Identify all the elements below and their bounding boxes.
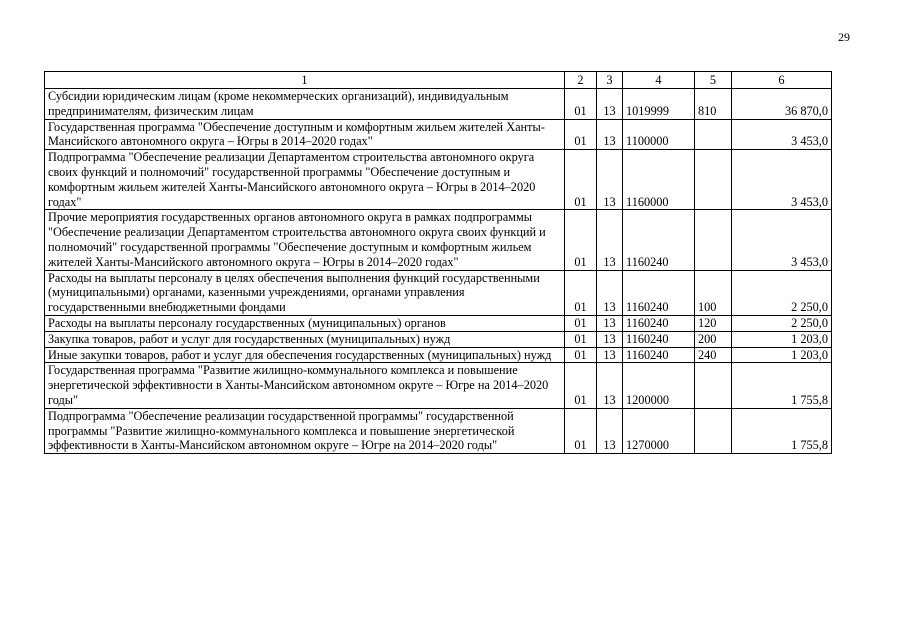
table-row [45, 150, 832, 210]
row-subsection: 13 [597, 210, 623, 270]
row-expense-type: 200 [695, 331, 732, 347]
row-amount: 36 870,0 [732, 89, 832, 120]
row-name: Государственная программа "Обеспечение доступным и комфортным жильем жителей Ханты-Мансийского автономного округа – Югры в 2014–2020 годах" [45, 119, 565, 150]
column-header-subsection: 3 [597, 72, 623, 89]
table-row [45, 331, 832, 347]
row-target-item: 1160240 [623, 347, 695, 363]
row-expense-type [695, 150, 732, 210]
row-subsection: 13 [597, 150, 623, 210]
row-amount: 2 250,0 [732, 270, 832, 315]
row-expense-type [695, 363, 732, 408]
row-target-item: 1160240 [623, 315, 695, 331]
table-row [45, 408, 832, 453]
row-subsection: 13 [597, 408, 623, 453]
column-header-expense-type: 5 [695, 72, 732, 89]
row-section: 01 [565, 363, 597, 408]
row-name: Субсидии юридическим лицам (кроме некоммерческих организаций), индивидуальным предпринимателям, физическим лицам [45, 89, 565, 120]
row-amount: 1 755,8 [732, 408, 832, 453]
row-name: Подпрограмма "Обеспечение реализации государственной программы" государственной программы "Развитие жилищно-коммунального комплекса и повышение энергетической эффективности в Ханты-Мансийском автономном округе – Югре на 2014–2020 годы" [45, 408, 565, 453]
row-section: 01 [565, 347, 597, 363]
budget-table [44, 71, 832, 454]
row-name: Расходы на выплаты персоналу в целях обеспечения выполнения функций государственными (муниципальными) органами, казенными учреждениями, органами управления государственными внебюджетными фондами [45, 270, 565, 315]
row-name: Расходы на выплаты персоналу государственных (муниципальных) органов [45, 315, 565, 331]
column-header-amount: 6 [732, 72, 832, 89]
row-section: 01 [565, 408, 597, 453]
table-row [45, 347, 832, 363]
column-header-section: 2 [565, 72, 597, 89]
row-section: 01 [565, 331, 597, 347]
row-amount: 1 203,0 [732, 331, 832, 347]
row-amount: 3 453,0 [732, 210, 832, 270]
table-row [45, 363, 832, 408]
row-target-item: 1160240 [623, 270, 695, 315]
row-subsection: 13 [597, 331, 623, 347]
row-target-item: 1160000 [623, 150, 695, 210]
row-name: Закупка товаров, работ и услуг для государственных (муниципальных) нужд [45, 331, 565, 347]
row-expense-type [695, 210, 732, 270]
table-row [45, 119, 832, 150]
row-name: Подпрограмма "Обеспечение реализации Департаментом строительства автономного округа своих функций и полномочий" государственной программы "Обеспечение доступным и комфортным жильем жителей Ханты-Мансийского автономного округа – Югры в 2014–2020 годах" [45, 150, 565, 210]
row-section: 01 [565, 270, 597, 315]
row-section: 01 [565, 315, 597, 331]
row-amount: 2 250,0 [732, 315, 832, 331]
table-row [45, 89, 832, 120]
row-name: Иные закупки товаров, работ и услуг для обеспечения государственных (муниципальных) нужд [45, 347, 565, 363]
row-expense-type: 100 [695, 270, 732, 315]
row-subsection: 13 [597, 347, 623, 363]
row-amount: 1 755,8 [732, 363, 832, 408]
table-header-row [45, 72, 832, 89]
column-header-target-item: 4 [623, 72, 695, 89]
row-target-item: 1019999 [623, 89, 695, 120]
row-name: Прочие мероприятия государственных органов автономного округа в рамках подпрограммы "Обеспечение реализации Департаментом строительства автономного округа своих функций и полномочий" государственной программы "Обеспечение доступным и комфортным жильем жителей Ханты-Мансийского автономного округа – Югры в 2014–2020 годах" [45, 210, 565, 270]
row-target-item: 1160240 [623, 331, 695, 347]
column-header-name: 1 [45, 72, 565, 89]
row-amount: 3 453,0 [732, 150, 832, 210]
row-amount: 1 203,0 [732, 347, 832, 363]
row-subsection: 13 [597, 119, 623, 150]
row-section: 01 [565, 89, 597, 120]
row-subsection: 13 [597, 270, 623, 315]
row-target-item: 1270000 [623, 408, 695, 453]
page-number: 29 [838, 30, 850, 44]
row-target-item: 1100000 [623, 119, 695, 150]
row-target-item: 1160240 [623, 210, 695, 270]
row-section: 01 [565, 119, 597, 150]
row-subsection: 13 [597, 89, 623, 120]
table-row [45, 270, 832, 315]
row-subsection: 13 [597, 315, 623, 331]
row-name: Государственная программа "Развитие жилищно-коммунального комплекса и повышение энергетической эффективности в Ханты-Мансийском автономном округе – Югре на 2014–2020 годы" [45, 363, 565, 408]
table-row [45, 315, 832, 331]
row-expense-type [695, 408, 732, 453]
row-section: 01 [565, 150, 597, 210]
row-expense-type: 120 [695, 315, 732, 331]
row-amount: 3 453,0 [732, 119, 832, 150]
row-section: 01 [565, 210, 597, 270]
row-target-item: 1200000 [623, 363, 695, 408]
row-expense-type: 810 [695, 89, 732, 120]
table-row [45, 210, 832, 270]
row-subsection: 13 [597, 363, 623, 408]
row-expense-type: 240 [695, 347, 732, 363]
row-expense-type [695, 119, 732, 150]
